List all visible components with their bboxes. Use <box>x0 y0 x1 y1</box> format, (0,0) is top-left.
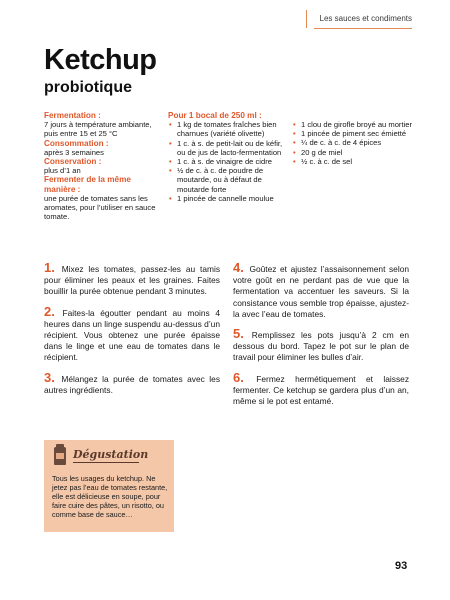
step-number: 6. <box>233 369 244 385</box>
step-number: 4. <box>233 260 244 275</box>
jar-icon <box>54 447 66 465</box>
bullet-icon: • <box>169 157 172 167</box>
tasting-text: Tous les usages du ketchup. Ne jetez pas l’eau de tomates restante, elle est délicieuse en soupe, pour faire cuire des pâtes, un risotto, ou comme base de sauce… <box>52 474 168 519</box>
step-4 <box>233 262 409 320</box>
ingredient-item <box>292 129 412 138</box>
ingredient-item <box>168 139 286 157</box>
step-2 <box>44 303 220 364</box>
info-consumption <box>44 139 164 157</box>
bullet-icon: • <box>293 147 296 157</box>
ingredient-item <box>292 148 412 157</box>
step-number: 1. <box>44 260 55 275</box>
info-label: Fermentation : <box>44 111 101 120</box>
step-number: 3. <box>44 369 55 385</box>
ingredient-text: 1 pincée de piment sec émietté <box>301 129 407 139</box>
ingredient-text: 1 pincée de cannelle moulue <box>177 193 274 203</box>
tasting-title: Dégustation <box>73 448 149 461</box>
ingredient-text: ¼ de c. à c. de 4 épices <box>301 138 382 148</box>
ingredient-text: 1 kg de tomates fraîches bien charnues (variété olivette) <box>177 120 277 139</box>
info-fermentation <box>44 111 164 139</box>
bullet-icon: • <box>169 120 172 130</box>
info-conservation <box>44 157 164 175</box>
step-text: Fermez hermétiquement et laissez fermenter. Ce ketchup se gardera plus d’un an, même si le pot est entamé. <box>233 373 410 407</box>
step-1 <box>44 262 220 298</box>
bullet-icon: • <box>293 138 296 148</box>
ingredients-heading: Pour 1 bocal de 250 ml : <box>168 111 262 120</box>
ingredient-item <box>292 120 412 129</box>
tasting-divider <box>73 462 139 463</box>
ingredient-text: ½ c. à c. de sel <box>301 156 353 166</box>
step-3 <box>44 369 221 396</box>
step-text: Remplissez les pots jusqu’à 2 cm en dessous du bord. Tapez le pot sur le plan de travail pour éliminer les bulles d’air. <box>233 330 409 363</box>
info-label: Consommation : <box>44 138 109 148</box>
bullet-icon: • <box>169 138 172 148</box>
step-6 <box>233 369 410 408</box>
recipe-info <box>44 111 164 221</box>
bullet-icon: • <box>293 156 296 166</box>
ingredient-item <box>168 157 286 166</box>
bullet-icon: • <box>293 120 296 129</box>
tasting-box <box>44 440 174 532</box>
step-text: Mixez les tomates, passez-les au tamis pour éliminer les peaux et les graines. Faites bouillir la purée obtenue pendant 3 minutes. <box>44 264 221 297</box>
ingredients-column-2 <box>292 120 412 166</box>
info-text: après 3 semaines <box>44 147 104 157</box>
section-header: Les sauces et condiments <box>314 10 412 29</box>
ingredient-item <box>168 166 286 194</box>
info-text: 7 jours à température ambiante, puis entre 15 et 25 °C <box>44 120 152 139</box>
info-text: plus d’1 an <box>44 166 81 176</box>
step-number: 5. <box>233 326 244 342</box>
steps-column-right <box>233 262 409 415</box>
info-label: Conservation : <box>44 157 102 167</box>
ingredient-item <box>168 120 286 138</box>
step-text: Goûtez et ajustez l’assaisonnement selon votre goût en ne perdant pas de vue que la fermentation va accentuer les saveurs. Si la consistance vous semble trop épaisse, ajustez-la avec l’eau de tomates. <box>233 264 410 319</box>
bullet-icon: • <box>293 129 296 139</box>
bullet-icon: • <box>169 193 172 203</box>
page-number: 93 <box>395 560 408 572</box>
bullet-icon: • <box>169 166 172 176</box>
step-number: 2. <box>44 303 55 319</box>
ingredient-text: 1 c. à s. de vinaigre de cidre <box>177 157 272 167</box>
steps-column-left <box>44 262 220 404</box>
info-variation <box>44 175 164 221</box>
ingredient-text: 1 c. à s. de petit-lait ou de kéfir, ou de jus de lacto-fermentation <box>177 138 283 157</box>
ingredient-item <box>292 138 412 147</box>
ingredient-text: ½ de c. à c. de poudre de moutarde, ou à défaut de moutarde forte <box>177 166 264 194</box>
ingredients-column-1 <box>168 111 286 203</box>
ingredient-item <box>292 157 412 166</box>
step-5 <box>233 328 409 364</box>
ingredient-text: 20 g de miel <box>301 147 343 157</box>
step-text: Mélangez la purée de tomates avec les autres ingrédients. <box>44 373 221 395</box>
ingredient-text: 1 clou de girofle broyé au mortier <box>301 120 413 129</box>
info-label: Fermenter de la même manière : <box>44 175 131 194</box>
info-text: une purée de tomates sans les aromates, pour l’utiliser en sauce tomate. <box>44 193 156 222</box>
step-text: Faites-la égoutter pendant au moins 4 heures dans un linge suspendu au-dessus d’un récipient. Vous obtenez une purée épaisse dans le linge et une eau de tomates dans le récipient. <box>44 307 220 363</box>
recipe-subtitle: probiotique <box>44 79 132 96</box>
ingredient-item <box>168 194 286 203</box>
recipe-title: Ketchup <box>44 44 157 76</box>
